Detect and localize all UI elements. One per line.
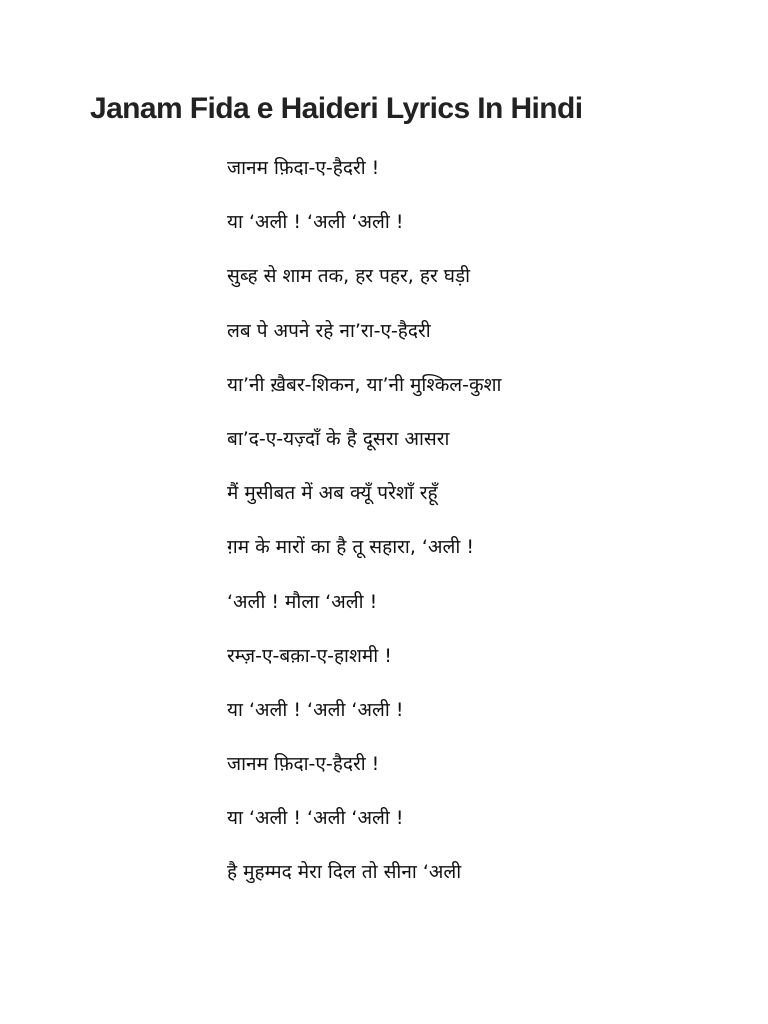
- lyric-line: या ‘अली ! ‘अली ‘अली !: [227, 698, 404, 721]
- lyric-line: लब पे अपने रहे ना’रा-ए-हैदरी: [227, 319, 431, 342]
- lyric-line: रम्ज़-ए-बक़ा-ए-हाशमी !: [227, 644, 392, 667]
- lyric-line: या’नी ख़ैबर-शिकन, या’नी मुश्किल-कुशा: [227, 373, 502, 396]
- lyric-line: या ‘अली ! ‘अली ‘अली !: [227, 807, 404, 830]
- lyric-line: है मुहम्मद मेरा दिल तो सीना ‘अली: [227, 861, 462, 884]
- lyric-line: या ‘अली ! ‘अली ‘अली !: [227, 211, 404, 234]
- lyric-line: जानम फ़िदा-ए-हैदरी !: [227, 753, 380, 776]
- lyric-line: मैं मुसीबत में अब क्यूँ परेशाँ रहूँ: [227, 482, 438, 505]
- lyric-line: ‘अली ! मौला ‘अली !: [227, 590, 378, 613]
- lyrics-list: [227, 150, 501, 909]
- page-title: Janam Fida e Haideri Lyrics In Hindi: [90, 92, 583, 125]
- lyric-line: सुब्ह से शाम तक, हर पहर, हर घड़ी: [227, 265, 471, 288]
- lyric-line: जानम फ़िदा-ए-हैदरी !: [227, 157, 380, 179]
- lyric-line: ग़म के मारों का है तू सहारा, ‘अली !: [227, 536, 474, 559]
- lyric-line: बा’द-ए-यज़्दाँ के है दूसरा आसरा: [227, 427, 450, 450]
